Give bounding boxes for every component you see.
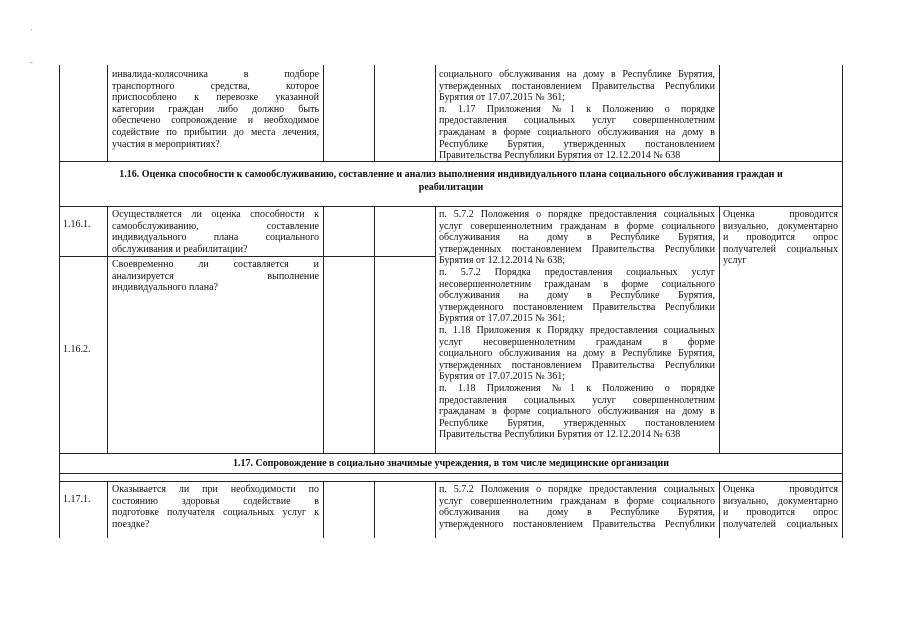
text-line: Оказывается ли при необходимости по bbox=[112, 484, 319, 495]
text-line: участия в мероприятиях? bbox=[112, 138, 220, 150]
text-line: п. 5.7.2 Положения о порядке предоставления социальных bbox=[439, 209, 715, 220]
text-line: предоставления социальных услуг совершеннолетним bbox=[439, 394, 715, 406]
text-line: утвержденных постановлением Правительства Республики bbox=[439, 359, 715, 371]
text-line: услуг совершеннолетним гражданам в форме социального bbox=[439, 220, 715, 232]
text-line: анализируется выполнение bbox=[112, 270, 319, 282]
text-line: содействие по прибытии до места лечения, bbox=[112, 126, 319, 138]
row-description-1-17-1 bbox=[112, 484, 319, 530]
row-description-1-16-1 bbox=[112, 209, 319, 255]
text-line: транспортного средства, которое bbox=[112, 80, 319, 92]
text-line: предоставления социальных услуг совершеннолетним bbox=[439, 115, 715, 127]
row-number-1-16-1: 1.16.1. bbox=[63, 219, 91, 230]
text-line: состоянию здоровья содействие в bbox=[112, 495, 319, 507]
text-line: получателей социальных bbox=[723, 518, 838, 530]
text-line: социального обслуживания на дому в Республике Бурятия, bbox=[439, 348, 715, 360]
text-line: и проводится опрос bbox=[723, 507, 838, 519]
row-number-1-16-2: 1.16.2. bbox=[63, 344, 91, 355]
text-line: обслуживания на дому в Республике Бурятия, bbox=[439, 232, 715, 244]
text-line: Республике Бурятия, утвержденных постановлением bbox=[439, 417, 715, 429]
text-line: п. 1.18 Приложения к Порядку предоставления социальных bbox=[439, 324, 715, 336]
basis-1-17-1 bbox=[439, 484, 715, 530]
section-title-1-17: 1.17. Сопровождение в социально значимые учреждения, в том числе медицинские организации bbox=[232, 458, 670, 469]
text-line: гражданам в форме социального обслуживания на дому в bbox=[439, 406, 715, 418]
text-line: визуально, документарно bbox=[723, 220, 838, 232]
text-line: визуально, документарно bbox=[723, 495, 838, 507]
section-title-line: реабилитации bbox=[418, 182, 484, 193]
text-line: Своевременно ли составляется и bbox=[112, 259, 319, 270]
text-line: категории граждан либо должно быть bbox=[112, 103, 319, 115]
text-line: Бурятия от 17.07.2015 № 361; bbox=[439, 92, 565, 104]
fragment-basis bbox=[439, 69, 715, 162]
text-line: приспособлено к перевозке указанной bbox=[112, 92, 319, 104]
text-line: Правительства Республики Бурятия от 12.12.2014 № 638 bbox=[439, 429, 681, 441]
text-line: услуг несовершеннолетним гражданам в форме bbox=[439, 336, 715, 348]
text-line: п. 1.17 Приложения №1 к Положению о порядке bbox=[439, 103, 715, 115]
text-line: услуг совершеннолетним гражданам в форме социального bbox=[439, 495, 715, 507]
text-line: поездке? bbox=[112, 518, 150, 530]
text-line: получателей социальных bbox=[723, 243, 838, 255]
text-line: Бурятия от 17.07.2015 № 361; bbox=[439, 313, 565, 325]
text-line: подготовке получателя социальных услуг к bbox=[112, 507, 319, 519]
fragment-description bbox=[112, 69, 319, 150]
text-line: Правительства Республики Бурятия от 12.12.2014 № 638 bbox=[439, 150, 681, 162]
text-line: и проводится опрос bbox=[723, 232, 838, 244]
text-line: п. 1.18 Приложения №1 к Положению о порядке bbox=[439, 382, 715, 394]
section-title-1-16 bbox=[60, 168, 842, 194]
text-line: Бурятия от 17.07.2015 № 361; bbox=[439, 371, 565, 383]
section-title-line: 1.16. Оценка способности к самообслуживанию, составление и анализ выполнения индивидуального плана социального обслуживания граждан и bbox=[119, 169, 783, 180]
text-line: социального обслуживания на дому в Республике Бурятия, bbox=[439, 69, 715, 80]
text-line: индивидуального плана? bbox=[112, 282, 218, 294]
margin-mark-left: - bbox=[30, 58, 33, 67]
text-line: утвержденных постановлением Правительства Республики bbox=[439, 80, 715, 92]
text-line: утвержденных постановлением Правительства Республики bbox=[439, 243, 715, 255]
text-line: утвержденного постановлением Правительства Республики bbox=[439, 301, 715, 313]
margin-mark-top: ` bbox=[30, 28, 33, 37]
text-line: гражданам в форме социального обслуживания на дому в bbox=[439, 126, 715, 138]
text-line: Оценка проводится bbox=[723, 484, 838, 495]
text-line: обеспечено сопровождение и необходимое bbox=[112, 115, 319, 127]
basis-1-16 bbox=[439, 209, 715, 441]
text-line: Осуществляется ли оценка способности к bbox=[112, 209, 319, 220]
text-line: несовершеннолетним гражданам в форме социального bbox=[439, 278, 715, 290]
row-number-1-17-1: 1.17.1. bbox=[63, 494, 91, 505]
text-line: Оценка проводится bbox=[723, 209, 838, 220]
text-line: обслуживания на дому в Республике Бурятия, bbox=[439, 290, 715, 302]
text-line: инвалида-колясочника в подборе bbox=[112, 69, 319, 80]
text-line: Республике Бурятия, утвержденных постановлением bbox=[439, 138, 715, 150]
text-line: индивидуального плана социального bbox=[112, 232, 319, 244]
text-line: п. 5.7.2 Порядка предоставления социальных услуг bbox=[439, 266, 715, 278]
text-line: обслуживания на дому в Республике Бурятия, bbox=[439, 507, 715, 519]
text-line: обслуживания и реабилитации? bbox=[112, 243, 248, 255]
text-line: самообслуживанию, составление bbox=[112, 220, 319, 232]
row-description-1-16-2 bbox=[112, 259, 319, 294]
method-1-16 bbox=[723, 209, 838, 267]
text-line: услуг bbox=[723, 255, 747, 267]
text-line: утвержденного постановлением Правительства Республики bbox=[439, 518, 715, 530]
method-1-17-1 bbox=[723, 484, 838, 530]
text-line: п. 5.7.2 Положения о порядке предоставления социальных bbox=[439, 484, 715, 495]
text-line: Бурятия от 12.12.2014 № 638; bbox=[439, 255, 565, 267]
